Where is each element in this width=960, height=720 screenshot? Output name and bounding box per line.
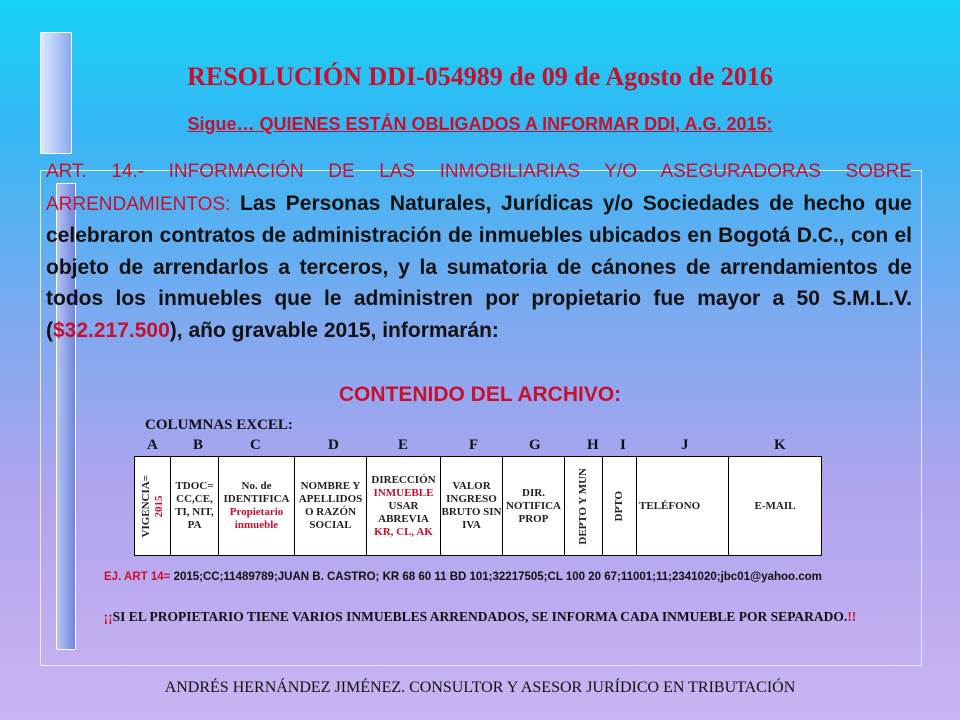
column-f-label: VALOR INGRESO BRUTO SIN IVA bbox=[441, 480, 502, 531]
column-letter: E bbox=[398, 437, 409, 453]
column-letter: H bbox=[587, 437, 599, 453]
column-letter: D bbox=[328, 437, 339, 453]
column-k-label: E-MAIL bbox=[754, 499, 796, 512]
column-j-label: TELÉFONO bbox=[639, 499, 701, 512]
article-heading: ART. 14.- INFORMACIÓN DE LAS INMOBILIARIAS Y/O ASEGURADORAS SOBRE ARRENDAMIENTOS: bbox=[46, 161, 912, 215]
example-line bbox=[104, 571, 822, 583]
column-letter: F bbox=[469, 437, 479, 453]
footer-author: ANDRÉS HERNÁNDEZ JIMÉNEZ. CONSULTOR Y ASESOR JURÍDICO EN TRIBUTACIÓN bbox=[164, 679, 796, 696]
column-i-dpto bbox=[603, 457, 637, 555]
column-k-email bbox=[729, 457, 821, 555]
column-c-label: No. de IDENTIFICA bbox=[223, 480, 290, 505]
note-close: !! bbox=[847, 609, 857, 624]
column-letter: J bbox=[681, 437, 689, 453]
example-text: 2015;CC;11489789;JUAN B. CASTRO; KR 68 60 11 BD 101;32217505;CL 100 20 67;11001;11;2341020;jbc01@yahoo.com bbox=[170, 571, 822, 583]
column-a-label: VIGENCIA= bbox=[139, 474, 152, 538]
column-h-label: DEPTO Y MUN bbox=[577, 467, 589, 545]
column-i-label: DPTO bbox=[613, 490, 625, 522]
slide-title: RESOLUCIÓN DDI-054989 de 09 de Agosto de 2016 bbox=[187, 62, 773, 91]
note-open: ¡¡ bbox=[103, 609, 113, 624]
column-g-label: DIR. NOTIFICA PROP bbox=[505, 486, 561, 525]
note-text: SI EL PROPIETARIO TIENE VARIOS INMUEBLES ARRENDADOS, SE INFORMA CADA INMUEBLE POR SEPARADO. bbox=[112, 609, 848, 624]
column-e-note: INMUEBLE bbox=[373, 486, 434, 499]
decorative-bar-top bbox=[40, 32, 72, 154]
column-g-dir-notifica bbox=[503, 457, 565, 555]
column-h-depto-mun bbox=[565, 457, 603, 555]
column-j-telefono bbox=[637, 457, 729, 555]
column-letter: I bbox=[620, 437, 626, 453]
section-title: CONTENIDO DEL ARCHIVO: bbox=[338, 383, 622, 406]
column-e-note-2: KR, CL, AK bbox=[374, 525, 433, 538]
article-amount: $32.217.500 bbox=[53, 318, 170, 342]
column-e-direccion bbox=[367, 457, 441, 555]
column-c-note: Propietario inmueble bbox=[229, 506, 284, 531]
column-f-valor bbox=[441, 457, 503, 555]
column-e-label-2: USAR ABREVIA bbox=[378, 499, 429, 525]
article-paragraph bbox=[46, 155, 912, 346]
excel-columns-table bbox=[134, 456, 822, 556]
column-b-tdoc bbox=[171, 457, 219, 555]
column-d-label: NOMBRE Y APELLIDOS O RAZÓN SOCIAL bbox=[298, 480, 363, 531]
slide-subtitle: Sigue… QUIENES ESTÁN OBLIGADOS A INFORMAR DDI, A.G. 2015: bbox=[187, 114, 773, 134]
column-e-label: DIRECCIÓN bbox=[371, 473, 436, 486]
column-a-vigencia bbox=[135, 457, 171, 555]
column-letter: C bbox=[250, 437, 261, 453]
separate-property-note bbox=[0, 609, 960, 625]
article-text-2: ), año gravable 2015, informarán: bbox=[169, 318, 499, 342]
column-b-label: TDOC= CC,CE, TI, NIT, PA bbox=[175, 480, 214, 531]
column-c-identifica bbox=[219, 457, 295, 555]
column-letter: G bbox=[529, 437, 541, 453]
column-d-nombre bbox=[295, 457, 367, 555]
column-letter: K bbox=[774, 437, 786, 453]
column-letter: A bbox=[147, 437, 158, 453]
example-label: EJ. ART 14= bbox=[104, 571, 171, 583]
columns-label: COLUMNAS EXCEL: bbox=[145, 417, 293, 433]
column-a-value: 2015 bbox=[152, 495, 165, 517]
article-text-1: Las Personas Naturales, Jurídicas y/o Sociedades de hecho que celebraron contratos de administración de inmuebles ubicados en Bogotá D.C., con el objeto de arrendarlos a terceros, y la sumatoria de cánones de arrendamientos de todos los inmuebles que le administren por propietario fue mayor a 50 S.M.L.V. ( bbox=[46, 191, 912, 342]
column-letter: B bbox=[193, 437, 204, 453]
